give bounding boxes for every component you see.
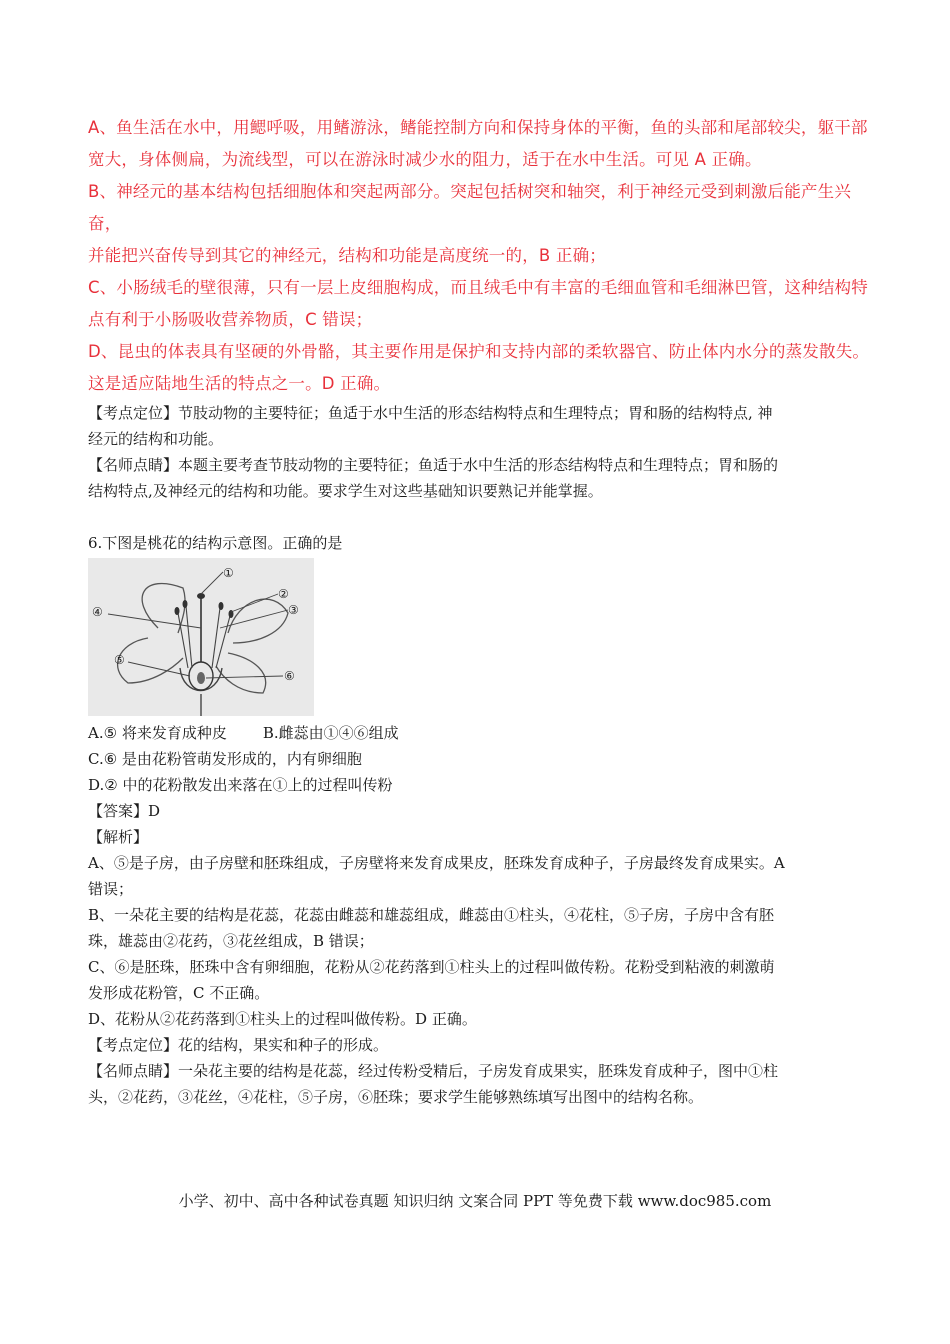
peach-flower-diagram bbox=[88, 558, 314, 716]
note-line: 【名师点睛】本题主要考查节肢动物的主要特征；鱼适于水中生活的形态结构特点和生理特点；胃和肠的 bbox=[88, 456, 779, 474]
analysis-line: 【考点定位】花的结构，果实和种子的形成。 bbox=[88, 1036, 389, 1054]
analysis-line: 并能把兴奋传导到其它的神经元，结构和功能是高度统一的，B 正确； bbox=[88, 246, 606, 265]
q6-options bbox=[88, 720, 878, 1110]
analysis-line: D、昆虫的体表具有坚硬的外骨骼，其主要作用是保护和支持内部的柔软器官、防止体内水分的蒸发散失。 bbox=[88, 342, 870, 361]
q5-analysis-red bbox=[88, 112, 878, 400]
label-2: ② bbox=[278, 587, 289, 601]
analysis-line: B、神经元的基本结构包括细胞体和突起两部分。突起包括树突和轴突，利于神经元受到刺激后能产生兴奋， bbox=[88, 182, 852, 233]
analysis-line: B、一朵花主要的结构是花蕊，花蕊由雌蕊和雄蕊组成，雌蕊由①柱头，④花柱，⑤子房，子房中含有胚 bbox=[88, 906, 775, 924]
label-4: ④ bbox=[92, 605, 103, 619]
analysis-line: C、小肠绒毛的壁很薄，只有一层上皮细胞构成，而且绒毛中有丰富的毛细血管和毛细淋巴管，这种结构特 bbox=[88, 278, 868, 297]
analysis-line: 点有利于小肠吸收营养物质，C 错误； bbox=[88, 310, 373, 329]
option-d: D.② 中的花粉散发出来落在①上的过程叫传粉 bbox=[88, 776, 393, 794]
analysis-line: 珠，雄蕊由②花药，③花丝组成，B 错误； bbox=[88, 932, 374, 950]
note-line: 结构特点,及神经元的结构和功能。要求学生对这些基础知识要熟记并能掌握。 bbox=[88, 482, 603, 500]
option-row-ab bbox=[88, 720, 878, 746]
option-c: C.⑥ 是由花粉管萌发形成的，内有卵细胞 bbox=[88, 750, 362, 768]
question-6-title: 6.下图是桃花的结构示意图。正确的是 bbox=[88, 534, 343, 552]
analysis-line: 宽大，身体侧扁，为流线型，可以在游泳时减少水的阻力，适于在水中生活。可见 A 正确。 bbox=[88, 150, 762, 169]
analysis-line: D、花粉从②花药落到①柱头上的过程叫做传粉。D 正确。 bbox=[88, 1010, 477, 1028]
label-3: ③ bbox=[288, 603, 299, 617]
analysis-line: 错误； bbox=[88, 880, 134, 898]
label-6: ⑥ bbox=[284, 669, 295, 683]
q5-notes bbox=[88, 400, 878, 504]
document-page bbox=[88, 112, 878, 1110]
label-1: ① bbox=[223, 566, 234, 580]
option-a: A.⑤ 将来发育成种皮 bbox=[88, 724, 227, 742]
analysis-line: 【名师点睛】一朵花主要的结构是花蕊，经过传粉受精后，子房发育成果实，胚珠发育成种子，图中①柱 bbox=[88, 1062, 779, 1080]
note-line: 经元的结构和功能。 bbox=[88, 430, 224, 448]
label-5: ⑤ bbox=[114, 653, 125, 667]
analysis-line: A、鱼生活在水中，用鳃呼吸，用鳍游泳，鳍能控制方向和保持身体的平衡，鱼的头部和尾部较尖，躯干部 bbox=[88, 118, 868, 137]
page-footer: 小学、初中、高中各种试卷真题 知识归纳 文案合同 PPT 等免费下载 www.doc985.com bbox=[178, 1192, 772, 1210]
analysis-heading: 【解析】 bbox=[88, 828, 149, 846]
option-b: B.雌蕊由①④⑥组成 bbox=[262, 724, 399, 742]
answer: 【答案】D bbox=[88, 802, 161, 820]
analysis-line: 头，②花药，③花丝，④花柱，⑤子房，⑥胚珠；要求学生能够熟练填写出图中的结构名称。 bbox=[88, 1088, 704, 1106]
analysis-line: 发形成花粉管，C 不正确。 bbox=[88, 984, 270, 1002]
flower-drawing bbox=[88, 558, 314, 716]
analysis-line: A、⑤是子房，由子房壁和胚珠组成，子房壁将来发育成果皮，胚珠发育成种子，子房最终发育成果实。A bbox=[88, 854, 785, 872]
analysis-line: C、⑥是胚珠，胚珠中含有卵细胞，花粉从②花药落到①柱头上的过程叫做传粉。花粉受到粘液的刺激萌 bbox=[88, 958, 775, 976]
analysis-line: 这是适应陆地生活的特点之一。D 正确。 bbox=[88, 374, 391, 393]
note-line: 【考点定位】节肢动物的主要特征；鱼适于水中生活的形态结构特点和生理特点；胃和肠的结构特点, 神 bbox=[88, 404, 773, 422]
